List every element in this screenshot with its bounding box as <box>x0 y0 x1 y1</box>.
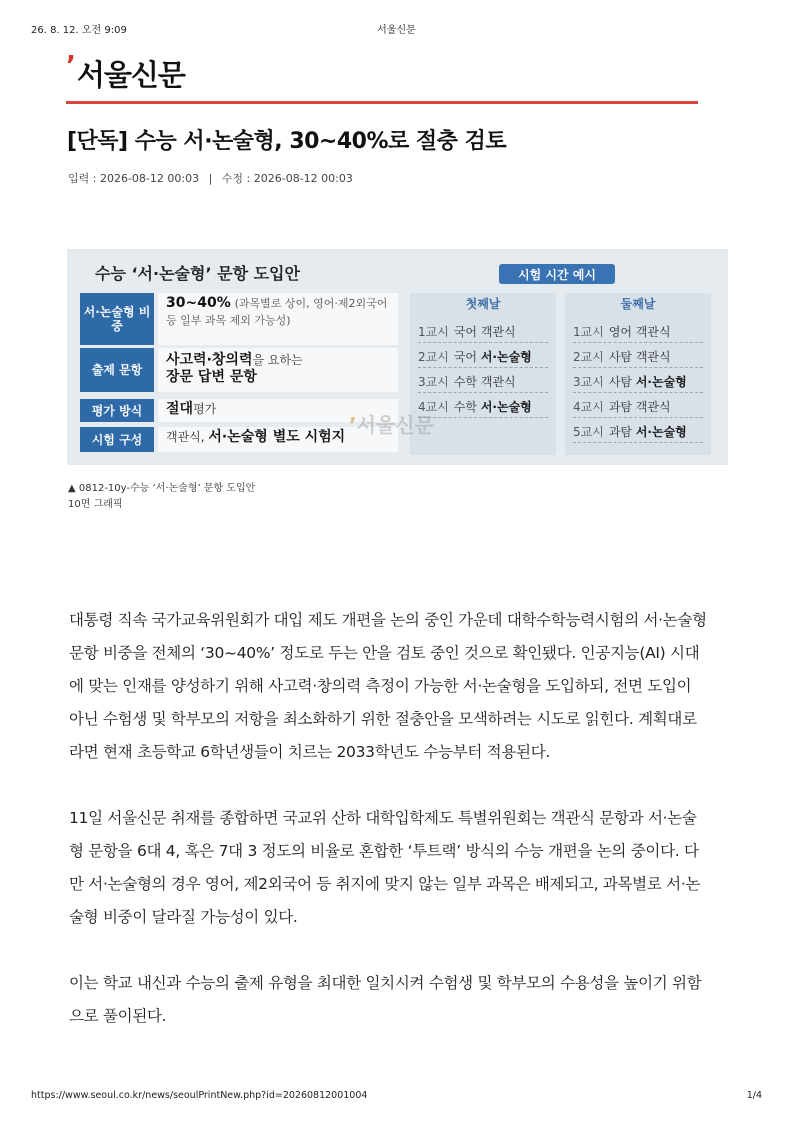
period-label: 2교시 <box>573 350 604 364</box>
schedule-row <box>418 396 548 418</box>
schedule-row <box>573 421 703 443</box>
exam-type: 객관식 <box>635 400 671 414</box>
graphic-row-label: 서·논술형 비중 <box>80 293 154 345</box>
schedule-day-2 <box>565 293 711 455</box>
period-label: 3교시 <box>573 375 604 389</box>
schedule-row <box>573 321 703 343</box>
period-label: 3교시 <box>418 375 449 389</box>
graphic-caption <box>68 481 255 513</box>
body-paragraph: 대통령 직속 국가교육위원회가 대입 제도 개편을 논의 중인 가운데 대학수학능력시험의 서·논술형 문항 비중을 전체의 ‘30~40%’ 정도로 두는 안을 검토 중인 것으로 확인됐다. 인공지능(AI) 시대에 맞는 인재를 양성하기 위해 사고력·창의력 측정이 가능한 서·논술형을 도입하되, 전면 도입이 아닌 수험생 및 학부모의 저항을 최소화하기 위한 절충안을 모색하려는 시도로 읽힌다. 계획대로라면 현재 초등학교 6학년생들이 치르는 2033학년도 수능부터 적용된다. <box>69 611 707 761</box>
ratio-value: 30~40% <box>166 295 231 311</box>
exam-type: 서·논술형 <box>480 350 532 364</box>
page-number: 1/4 <box>746 1090 762 1101</box>
body-paragraph: 이는 학교 내신과 수능의 출제 유형을 최대한 일치시켜 수험생 및 학부모의 수용성을 높이기 위함으로 풀이된다. <box>69 974 702 1025</box>
watermark-mark-icon: ’ <box>349 413 357 437</box>
day-title: 둘째날 <box>620 297 656 311</box>
schedule-row <box>573 396 703 418</box>
exam-type: 서·논술형 <box>480 400 532 414</box>
article-meta <box>68 170 353 186</box>
subject: 국어 <box>453 350 478 364</box>
graphic-row-value <box>158 348 398 392</box>
article-headline: [단독] 수능 서·논술형, 30~40%로 절충 검토 <box>67 129 507 154</box>
logo-mark-icon: ’ <box>66 51 76 81</box>
graphic-row-label: 출제 문항 <box>80 348 154 392</box>
subject: 과탐 <box>608 400 633 414</box>
period-label: 1교시 <box>418 325 449 339</box>
schedule-row <box>418 346 548 368</box>
article-body <box>69 604 709 1066</box>
graphic-watermark <box>349 409 434 438</box>
exam-type: 서·논술형 <box>635 425 687 439</box>
subject: 국어 <box>453 325 478 339</box>
exam-type: 객관식 <box>635 350 671 364</box>
structure-bold: 서·논술형 별도 시험지 <box>208 429 346 445</box>
input-date: 입력 : 2026-08-12 00:03 <box>68 172 200 185</box>
questions-line2: 장문 답변 문항 <box>166 369 257 385</box>
subject: 수학 <box>453 400 478 414</box>
meta-separator: | <box>208 172 213 185</box>
newspaper-logo[interactable] <box>66 51 185 96</box>
exam-type: 객관식 <box>480 375 516 389</box>
body-paragraph: 11일 서울신문 취재를 종합하면 국교위 산하 대학입학제도 특별위원회는 객관식 문항과 서·논술형 문항을 6대 4, 혹은 7대 3 정도의 비율로 혼합한 ‘투트랙’ 방식의 수능 개편을 논의 중이다. 다만 서·논술형의 경우 영어, 제2외국어 등 취지에 맞지 않는 일부 과목은 배제되고, 과목별로 서·논술형 비중이 달라질 가능성이 있다. <box>69 809 701 926</box>
watermark-text: 서울신문 <box>356 413 434 437</box>
period-label: 1교시 <box>573 325 604 339</box>
evaluation-rest: 평가 <box>193 402 217 416</box>
period-label: 2교시 <box>418 350 449 364</box>
exam-type: 서·논술형 <box>635 375 687 389</box>
period-label: 4교시 <box>573 400 604 414</box>
ratio-note: (과목별로 상이, 영어·제2외국어 등 일부 과목 제외 가능성) <box>166 297 388 327</box>
caption-line-1: ▲ 0812-10y-수능 ‘서·논술형’ 문항 도입안 <box>68 483 256 494</box>
graphic-row-label: 시험 구성 <box>80 427 154 452</box>
evaluation-bold: 절대 <box>166 401 194 417</box>
modified-date: 수정 : 2026-08-12 00:03 <box>221 172 353 185</box>
caption-line-2: 10면 그래픽 <box>68 499 123 510</box>
page-url: https://www.seoul.co.kr/news/seoulPrintNew.php?id=20260812001004 <box>31 1090 368 1101</box>
graphic-row-label: 평가 방식 <box>80 399 154 422</box>
subject: 영어 <box>608 325 633 339</box>
schedule-row <box>573 371 703 393</box>
print-datetime: 26. 8. 12. 오전 9:09 <box>31 25 127 36</box>
questions-rest: 을 요하는 <box>252 353 303 367</box>
structure-rest: 객관식, <box>166 430 209 444</box>
graphic-title: 수능 ‘서·논술형’ 문항 도입안 <box>95 264 300 283</box>
subject: 사탐 <box>608 375 633 389</box>
header-divider <box>66 101 698 104</box>
period-label: 4교시 <box>418 400 449 414</box>
subject: 사탐 <box>608 350 633 364</box>
schedule-badge: 시험 시간 예시 <box>499 264 615 284</box>
print-page-title: 서울신문 <box>377 25 416 36</box>
print-header <box>31 21 762 35</box>
schedule-row <box>573 346 703 368</box>
schedule-row <box>418 321 548 343</box>
questions-bold: 사고력·창의력 <box>166 352 253 368</box>
day-title: 첫째날 <box>465 297 501 311</box>
graphic-row-value <box>158 293 398 345</box>
schedule-row <box>418 371 548 393</box>
exam-type: 객관식 <box>480 325 516 339</box>
subject: 과탐 <box>608 425 633 439</box>
article-graphic <box>67 249 728 465</box>
period-label: 5교시 <box>573 425 604 439</box>
logo-text: 서울신문 <box>76 58 185 92</box>
exam-type: 객관식 <box>635 325 671 339</box>
subject: 수학 <box>453 375 478 389</box>
